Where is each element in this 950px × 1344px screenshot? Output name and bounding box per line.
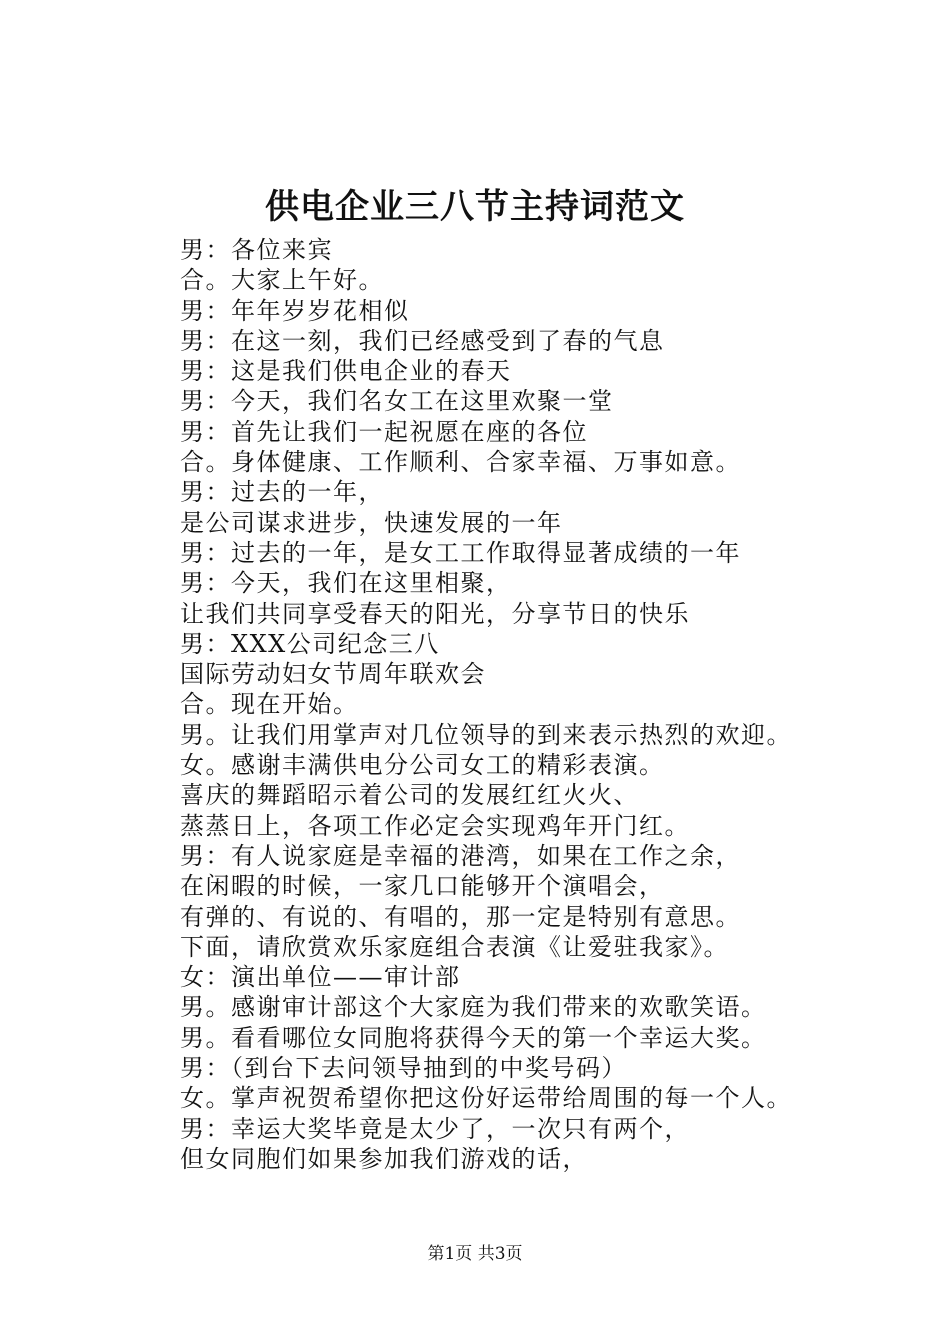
text-line: 男：在这一刻，我们已经感受到了春的气息 xyxy=(180,326,665,355)
text-line: 合。现在开始。 xyxy=(180,690,359,719)
text-line: 男：今天，我们在这里相聚， xyxy=(180,569,512,598)
text-line: 男：年年岁岁花相似 xyxy=(180,296,410,325)
text-line: 男：首先让我们一起祝愿在座的各位 xyxy=(180,417,588,446)
text-line: 蒸蒸日上，各项工作必定会实现鸡年开门红。 xyxy=(180,811,690,840)
text-line: 男：各位来宾 xyxy=(180,236,333,264)
text-line: 但女同胞们如果参加我们游戏的话， xyxy=(180,1144,588,1173)
text-line: 男：（到台下去问领导抽到的中奖号码） xyxy=(180,1054,627,1083)
text-line: 合。大家上午好。 xyxy=(180,266,384,295)
text-line: 男。看看哪位女同胞将获得今天的第一个幸运大奖。 xyxy=(180,1023,767,1052)
text-line: 在闲暇的时候，一家几口能够开个演唱会， xyxy=(180,872,665,901)
text-line: 合。身体健康、工作顺利、合家幸福、万事如意。 xyxy=(180,448,741,477)
text-line: 喜庆的舞蹈昭示着公司的发展红红火火、 xyxy=(180,781,639,810)
document-title: 供电企业三八节主持词范文 xyxy=(265,187,685,227)
text-line: 女。感谢丰满供电分公司女工的精彩表演。 xyxy=(180,751,665,780)
text-line: 女：演出单位——审计部 xyxy=(180,963,461,992)
text-line: 女。掌声祝贺希望你把这份好运带给周围的每一个人。 xyxy=(180,1084,792,1113)
text-line: 男：过去的一年， xyxy=(180,478,384,507)
text-line: 是公司谋求进步，快速发展的一年 xyxy=(180,508,563,537)
text-line: 男：今天，我们名女工在这里欢聚一堂 xyxy=(180,387,614,416)
document-body xyxy=(180,235,880,1174)
text-line: 男：XXX公司纪念三八 xyxy=(180,629,440,658)
text-line: 有弹的、有说的、有唱的，那一定是特别有意思。 xyxy=(180,902,741,931)
page-number-footer: 第1页 共3页 xyxy=(427,1244,523,1264)
text-line: 男：有人说家庭是幸福的港湾，如果在工作之余， xyxy=(180,841,741,870)
text-line: 男。让我们用掌声对几位领导的到来表示热烈的欢迎。 xyxy=(180,720,792,749)
text-line: 下面，请欣赏欢乐家庭组合表演《让爱驻我家》。 xyxy=(180,932,729,961)
text-line: 男：这是我们供电企业的春天 xyxy=(180,357,512,386)
text-line: 让我们共同享受春天的阳光，分享节日的快乐 xyxy=(180,599,690,628)
text-line: 国际劳动妇女节周年联欢会 xyxy=(180,660,486,689)
text-line: 男：过去的一年，是女工工作取得显著成绩的一年 xyxy=(180,538,741,567)
text-line: 男。感谢审计部这个大家庭为我们带来的欢歌笑语。 xyxy=(180,993,767,1022)
text-line: 男：幸运大奖毕竟是太少了，一次只有两个， xyxy=(180,1114,690,1143)
